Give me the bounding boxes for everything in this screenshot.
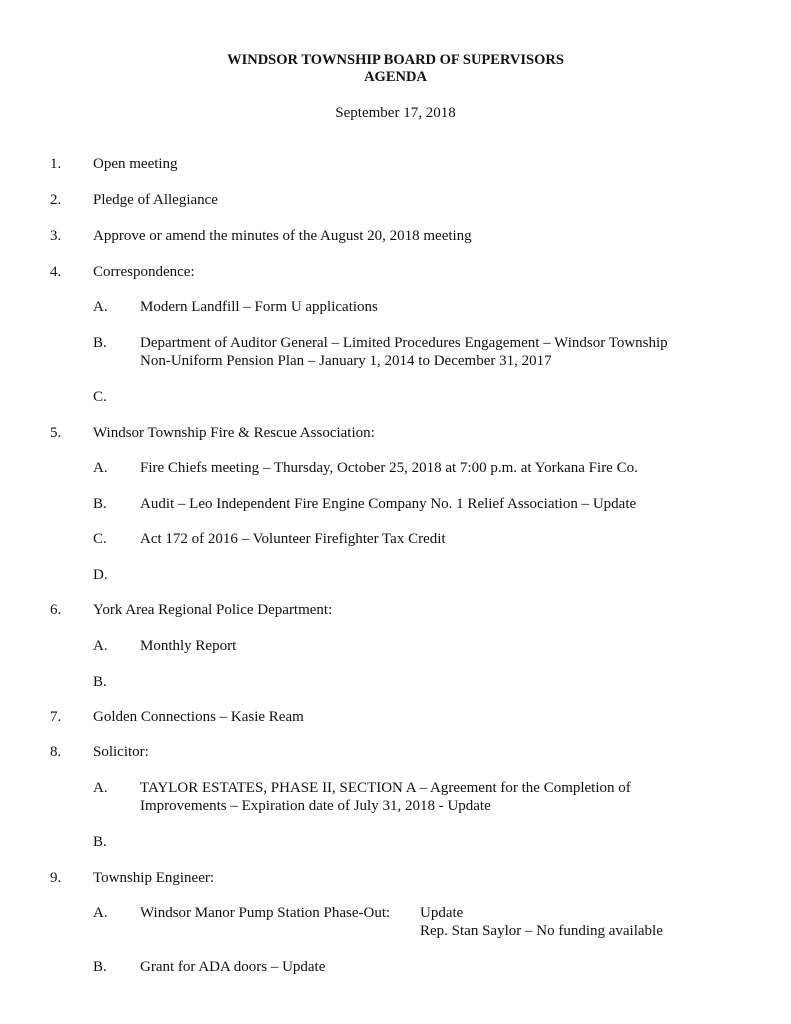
item-number: 1. [50, 156, 62, 172]
item-text: Windsor Township Fire & Rescue Association: [93, 425, 375, 441]
sub-item-letter: A. [93, 638, 108, 654]
meeting-date: September 17, 2018 [335, 105, 456, 121]
sub-item-text: Grant for ADA doors – Update [140, 959, 326, 975]
sub-item-text-line1: Department of Auditor General – Limited Procedures Engagement – Windsor Township [140, 335, 668, 351]
sub-item-text: Modern Landfill – Form U applications [140, 299, 378, 315]
sub-item-text: Fire Chiefs meeting – Thursday, October 25, 2018 at 7:00 p.m. at Yorkana Fire Co. [140, 460, 638, 476]
item-text: Golden Connections – Kasie Ream [93, 709, 304, 725]
item-number: 8. [50, 744, 62, 760]
sub-item-letter: A. [93, 299, 108, 315]
sub-item-letter: A. [93, 905, 108, 921]
document-subtitle: AGENDA [364, 69, 427, 85]
sub-item-letter: D. [93, 567, 108, 583]
sub-item-letter: B. [93, 674, 107, 690]
item-number: 6. [50, 602, 62, 618]
document-title: WINDSOR TOWNSHIP BOARD OF SUPERVISORS [227, 52, 564, 68]
item-text: York Area Regional Police Department: [93, 602, 333, 618]
item-text: Approve or amend the minutes of the August 20, 2018 meeting [93, 228, 472, 244]
sub-item-letter: B. [93, 959, 107, 975]
sub-item-text-line2: Improvements – Expiration date of July 31, 2018 - Update [140, 798, 491, 814]
sub-item-text: Monthly Report [140, 638, 237, 654]
sub-item-letter: A. [93, 780, 108, 796]
item-text: Correspondence: [93, 264, 195, 280]
sub-item-letter: B. [93, 335, 107, 351]
item-number: 5. [50, 425, 62, 441]
sub-item-letter: C. [93, 531, 107, 547]
item-number: 2. [50, 192, 62, 208]
sub-item-text-line2: Non-Uniform Pension Plan – January 1, 2014 to December 31, 2017 [140, 353, 552, 369]
sub-item-text: Act 172 of 2016 – Volunteer Firefighter Tax Credit [140, 531, 446, 547]
item-number: 4. [50, 264, 62, 280]
item-text: Solicitor: [93, 744, 149, 760]
sub-item-note: Rep. Stan Saylor – No funding available [420, 923, 663, 939]
item-text: Pledge of Allegiance [93, 192, 218, 208]
item-text: Open meeting [93, 156, 178, 172]
item-number: 3. [50, 228, 62, 244]
sub-item-letter: B. [93, 496, 107, 512]
item-number: 7. [50, 709, 62, 725]
sub-item-text: Windsor Manor Pump Station Phase-Out: [140, 905, 391, 921]
sub-item-status: Update [420, 905, 464, 921]
sub-item-text: Audit – Leo Independent Fire Engine Company No. 1 Relief Association – Update [140, 496, 637, 512]
sub-item-letter: B. [93, 834, 107, 850]
sub-item-letter: C. [93, 389, 107, 405]
item-text: Township Engineer: [93, 870, 215, 886]
sub-item-letter: A. [93, 460, 108, 476]
item-number: 9. [50, 870, 62, 886]
sub-item-text-line1: TAYLOR ESTATES, PHASE II, SECTION A – Agreement for the Completion of [140, 780, 631, 796]
